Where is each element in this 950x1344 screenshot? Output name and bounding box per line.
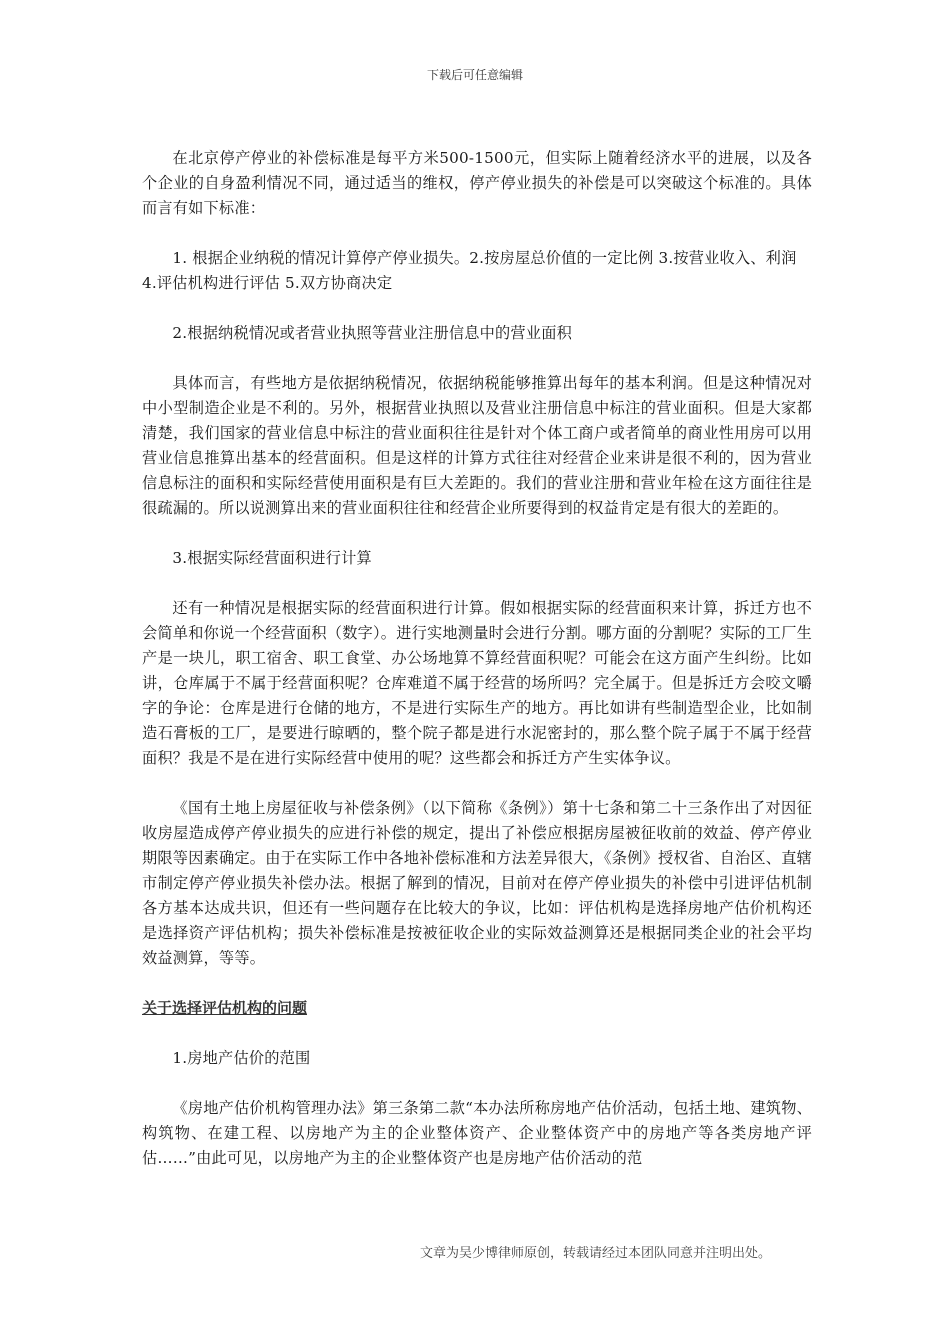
paragraph-actual-area-details: 还有一种情况是根据实际的经营面积进行计算。假如根据实际的经营面积来计算，拆迁方也不会简单和你说一个经营面积（数字）。进行实地测量时会进行分割。哪方面的分割呢？实际的工厂生产是一块儿，职工宿舍、职工食堂、办公场地算不算经营面积呢？可能会在这方面产生纠纷。比如讲，仓库属于不属于经营面积呢？仓库难道不属于经营的场所吗？完全属于。但是拆迁方会咬文嚼字的争论：仓库是进行仓储的地方，不是进行实际生产的地方。再比如讲有些制造型企业，比如制造石膏板的工厂，是要进行晾晒的，整个院子都是进行水泥密封的，那么整个院子属于不属于经营面积？我是不是在进行实际经营中使用的呢？这些都会和拆迁方产生实体争议。 [142, 599, 812, 767]
paragraph-real-estate-valuation: 《房地产估价机构管理办法》第三条第二款“本办法所称房地产估价活动，包括土地、建筑物、构筑物、在建工程、以房地产为主的企业整体资产、企业整体资产中的房地产等各类房地产评估……”由此可见，以房地产为主的企业整体资产也是房地产估价活动的范 [142, 1099, 812, 1167]
subheading-real-estate-scope: 1.房地产估价的范围 [172, 1049, 311, 1067]
section-heading-evaluation-agency: 关于选择评估机构的问题 [142, 999, 308, 1017]
paragraph-tax-based-details: 具体而言，有些地方是依据纳税情况，依据纳税能够推算出每年的基本利润。但是这种情况对中小型制造企业是不利的。另外，根据营业执照以及营业注册信息中标注的营业面积。但是大家都清楚，我们国家的营业信息中标注的营业面积往往是针对个体工商户或者简单的商业性用房可以用营业信息推算出基本的经营面积。但是这样的计算方式往往对经营企业来讲是很不利的，因为营业信息标注的面积和实际经营使用面积是有巨大差距的。我们的营业注册和营业年检在这方面往往是很疏漏的。所以说测算出来的营业面积往往和经营企业所要得到的权益肯定是有很大的差距的。 [142, 374, 812, 517]
subheading-actual-area: 3.根据实际经营面积进行计算 [172, 549, 372, 567]
paragraph-standard-list: 1. 根据企业纳税的情况计算停产停业损失。2.按房屋总价值的一定比例 3.按营业收入、利润 4.评估机构进行评估 5.双方协商决定 [142, 249, 797, 292]
document-body [142, 146, 812, 1196]
paragraph-regulation: 《国有土地上房屋征收与补偿条例》（以下简称《条例》）第十七条和第二十三条作出了对因征收房屋造成停产停业损失的应进行补偿的规定，提出了补偿应根据房屋被征收前的效益、停产停业期限等因素确定。由于在实际工作中各地补偿标准和方法差异很大，《条例》授权省、自治区、直辖市制定停产停业损失补偿办法。根据了解到的情况，目前对在停产停业损失的补偿中引进评估机制各方基本达成共识，但还有一些问题存在比较大的争议，比如：评估机构是选择房地产估价机构还是选择资产评估机构；损失补偿标准是按被征收企业的实际效益测算还是根据同类企业的社会平均效益测算，等等。 [142, 799, 812, 967]
page-header-note: 下载后可任意编辑 [426, 68, 523, 82]
paragraph-compensation-standard: 在北京停产停业的补偿标准是每平方米500-1500元，但实际上随着经济水平的进展，以及各个企业的自身盈利情况不同，通过适当的维权，停产停业损失的补偿是可以突破这个标准的。具体而言有如下标准： [142, 149, 812, 217]
subheading-tax-business-area: 2.根据纳税情况或者营业执照等营业注册信息中的营业面积 [172, 324, 572, 342]
page-footer-note: 文章为吴少博律师原创，转载请经过本团队同意并注明出处。 [420, 1246, 772, 1261]
